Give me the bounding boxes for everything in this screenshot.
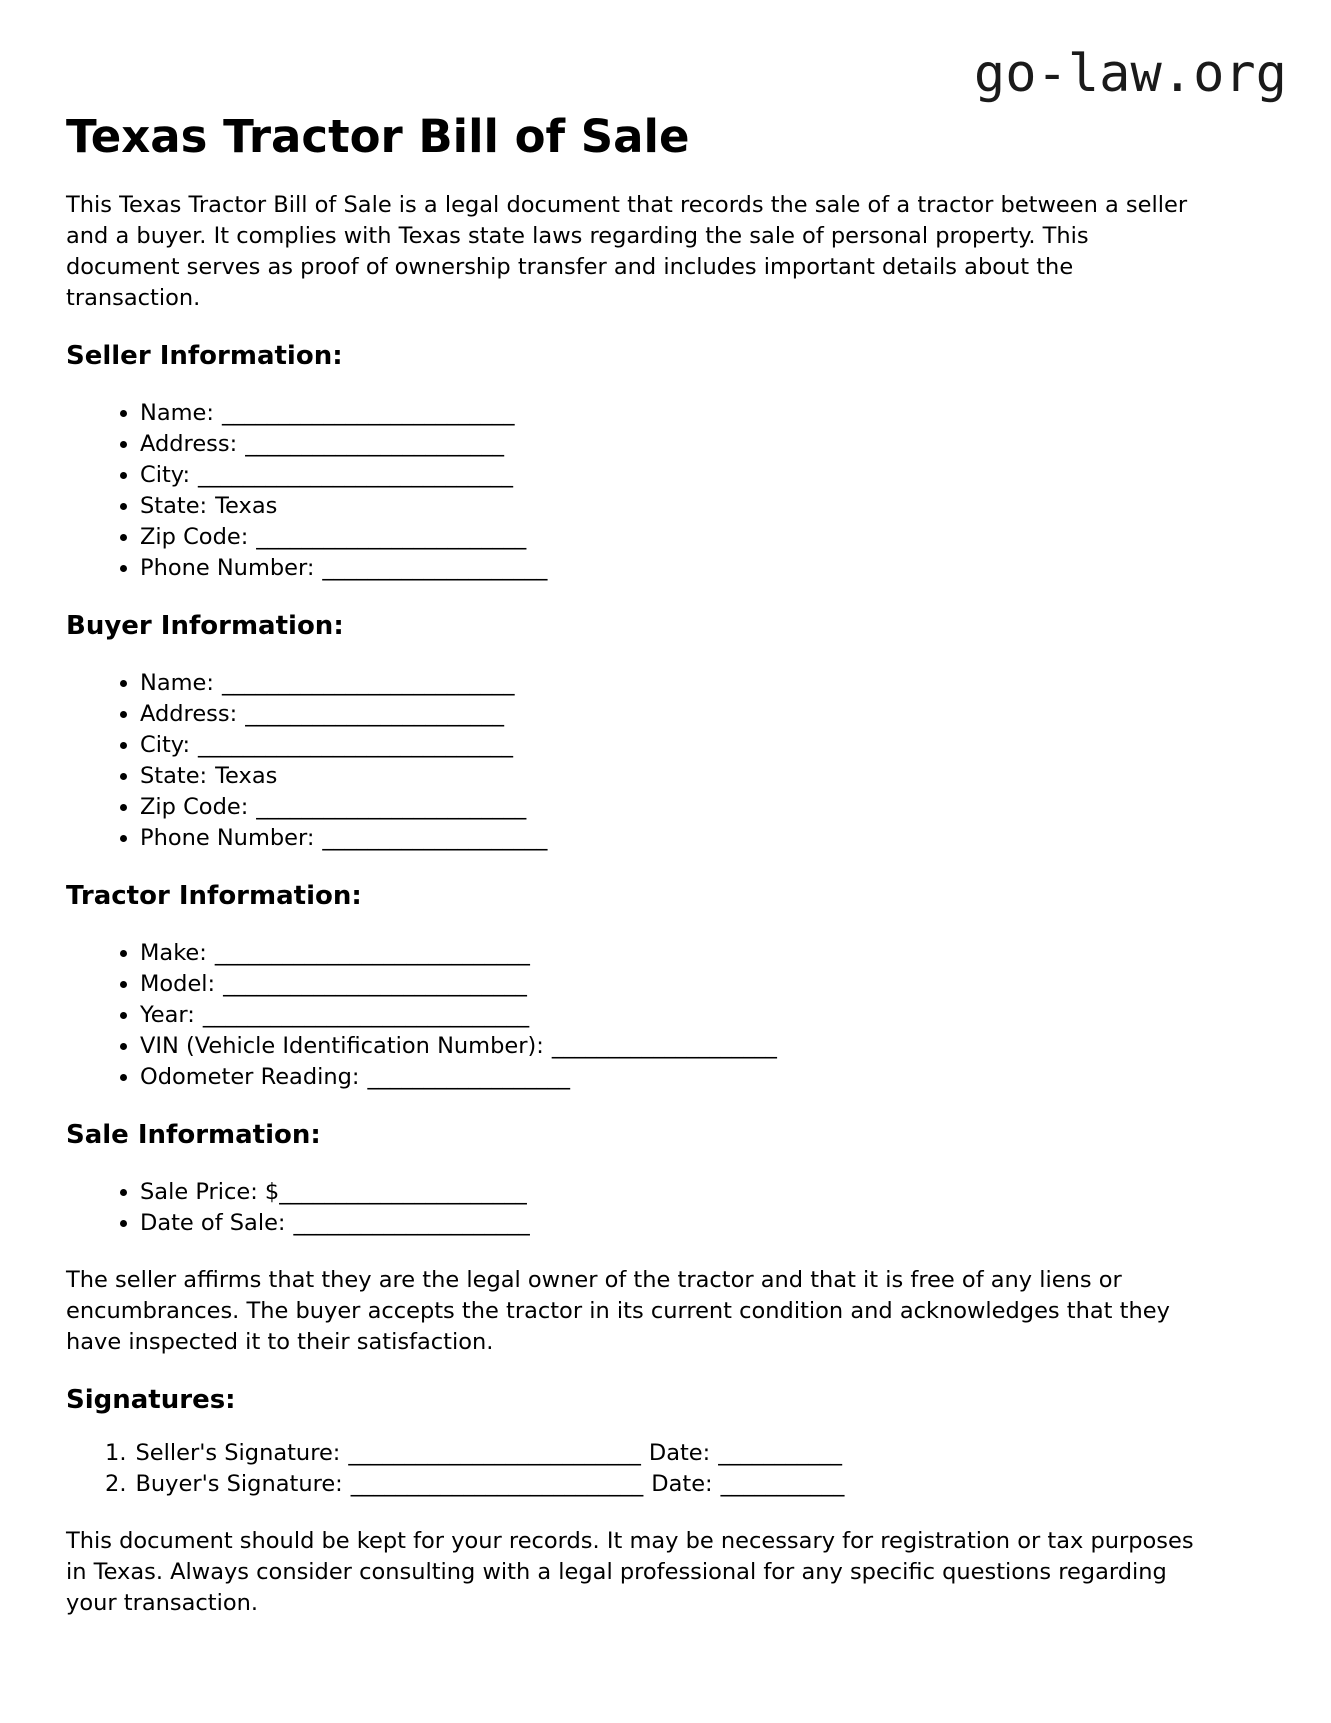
blank-line: ____________________ — [322, 825, 548, 851]
seller-name-row — [140, 398, 1287, 429]
document-content — [66, 190, 1287, 1619]
field-label: Zip Code: — [140, 794, 249, 820]
signature-label: Seller's Signature: — [135, 1440, 341, 1466]
buyer-city-row — [140, 730, 1287, 761]
seller-zip-row — [140, 522, 1287, 553]
seller-state-row — [140, 491, 1287, 522]
field-label: VIN (Vehicle Identification Number): — [140, 1033, 544, 1059]
field-label: Name: — [140, 400, 214, 426]
blank-line: _______________________ — [245, 431, 504, 457]
buyer-state-row — [140, 761, 1287, 792]
field-label: Date of Sale: — [140, 1210, 286, 1236]
blank-line: ____________________________ — [198, 462, 514, 488]
seller-address-row — [140, 429, 1287, 460]
seller-city-row — [140, 460, 1287, 491]
blank-line: _____________________ — [293, 1210, 530, 1236]
blank-line: ______________________ — [279, 1179, 527, 1205]
signature-number: 2. — [105, 1471, 127, 1497]
buyer-phone-row — [140, 823, 1287, 854]
tractor-odometer-row — [140, 1062, 1287, 1093]
field-value: Texas — [215, 493, 278, 519]
field-label: Address: — [140, 701, 238, 727]
field-label: City: — [140, 462, 191, 488]
signature-list — [66, 1438, 1287, 1500]
blank-line: ____________________________ — [198, 732, 514, 758]
field-label: State: — [140, 763, 208, 789]
sale-field-list — [66, 1177, 1287, 1239]
sale-price-row — [140, 1177, 1287, 1208]
field-label: City: — [140, 732, 191, 758]
tractor-section-heading: Tractor Information: — [66, 881, 362, 911]
footer-paragraph: This document should be kept for your records. It may be necessary for registration or tax purposes in Texas. Always consider consulting with a legal professional for any specific questions regarding your transaction. — [66, 1528, 1194, 1616]
seller-signature-row — [105, 1438, 1287, 1469]
blank-line: __________________________ — [221, 400, 515, 426]
field-label: Odometer Reading: — [140, 1064, 360, 1090]
blank-line: ________________________ — [256, 524, 527, 550]
buyer-section-heading: Buyer Information: — [66, 611, 344, 641]
signature-blank-line: __________________________ — [350, 1471, 644, 1497]
blank-line: ________________________ — [256, 794, 527, 820]
affirmation-paragraph: The seller affirms that they are the legal owner of the tractor and that it is free of any liens or encumbrances. The buyer accepts the tractor in its current condition and acknowledges that they have inspected it to their satisfaction. — [66, 1267, 1170, 1355]
buyer-signature-row — [105, 1469, 1287, 1500]
blank-line: ____________________ — [551, 1033, 777, 1059]
field-label: Address: — [140, 431, 238, 457]
site-logo: go-law.org — [973, 44, 1287, 104]
seller-field-list — [66, 398, 1287, 584]
tractor-model-row — [140, 969, 1287, 1000]
field-label: Phone Number: — [140, 825, 315, 851]
page-title: Texas Tractor Bill of Sale — [66, 110, 690, 163]
buyer-zip-row — [140, 792, 1287, 823]
buyer-field-list — [66, 668, 1287, 854]
blank-line: ____________________ — [322, 555, 548, 581]
blank-line: ____________________________ — [214, 940, 530, 966]
date-blank-line: ___________ — [718, 1440, 842, 1466]
field-label: Name: — [140, 670, 214, 696]
date-blank-line: ___________ — [720, 1471, 845, 1497]
seller-phone-row — [140, 553, 1287, 584]
tractor-make-row — [140, 938, 1287, 969]
field-value: Texas — [215, 763, 278, 789]
signatures-section-heading: Signatures: — [66, 1385, 236, 1415]
blank-line: _____________________________ — [202, 1002, 530, 1028]
blank-line: _______________________ — [245, 701, 504, 727]
seller-section-heading: Seller Information: — [66, 341, 343, 371]
sale-date-row — [140, 1208, 1287, 1239]
date-label: Date: — [648, 1440, 711, 1466]
intro-paragraph: This Texas Tractor Bill of Sale is a legal document that records the sale of a tractor between a seller and a buyer. It complies with Texas state laws regarding the sale of personal property. This document serves as proof of ownership transfer and includes important details about the transaction. — [66, 192, 1188, 311]
buyer-address-row — [140, 699, 1287, 730]
sale-section-heading: Sale Information: — [66, 1120, 321, 1150]
field-label: Sale Price: $ — [140, 1179, 280, 1205]
field-label: Make: — [140, 940, 207, 966]
signature-blank-line: __________________________ — [348, 1440, 641, 1466]
field-label: Year: — [140, 1002, 195, 1028]
blank-line: ___________________________ — [223, 971, 527, 997]
signature-label: Buyer's Signature: — [135, 1471, 343, 1497]
field-label: Model: — [140, 971, 216, 997]
blank-line: __________________ — [367, 1064, 570, 1090]
field-label: State: — [140, 493, 208, 519]
blank-line: __________________________ — [221, 670, 515, 696]
tractor-vin-row — [140, 1031, 1287, 1062]
field-label: Phone Number: — [140, 555, 315, 581]
date-label: Date: — [651, 1471, 713, 1497]
tractor-year-row — [140, 1000, 1287, 1031]
field-label: Zip Code: — [140, 524, 249, 550]
buyer-name-row — [140, 668, 1287, 699]
tractor-field-list — [66, 938, 1287, 1093]
signature-number: 1. — [105, 1440, 127, 1466]
